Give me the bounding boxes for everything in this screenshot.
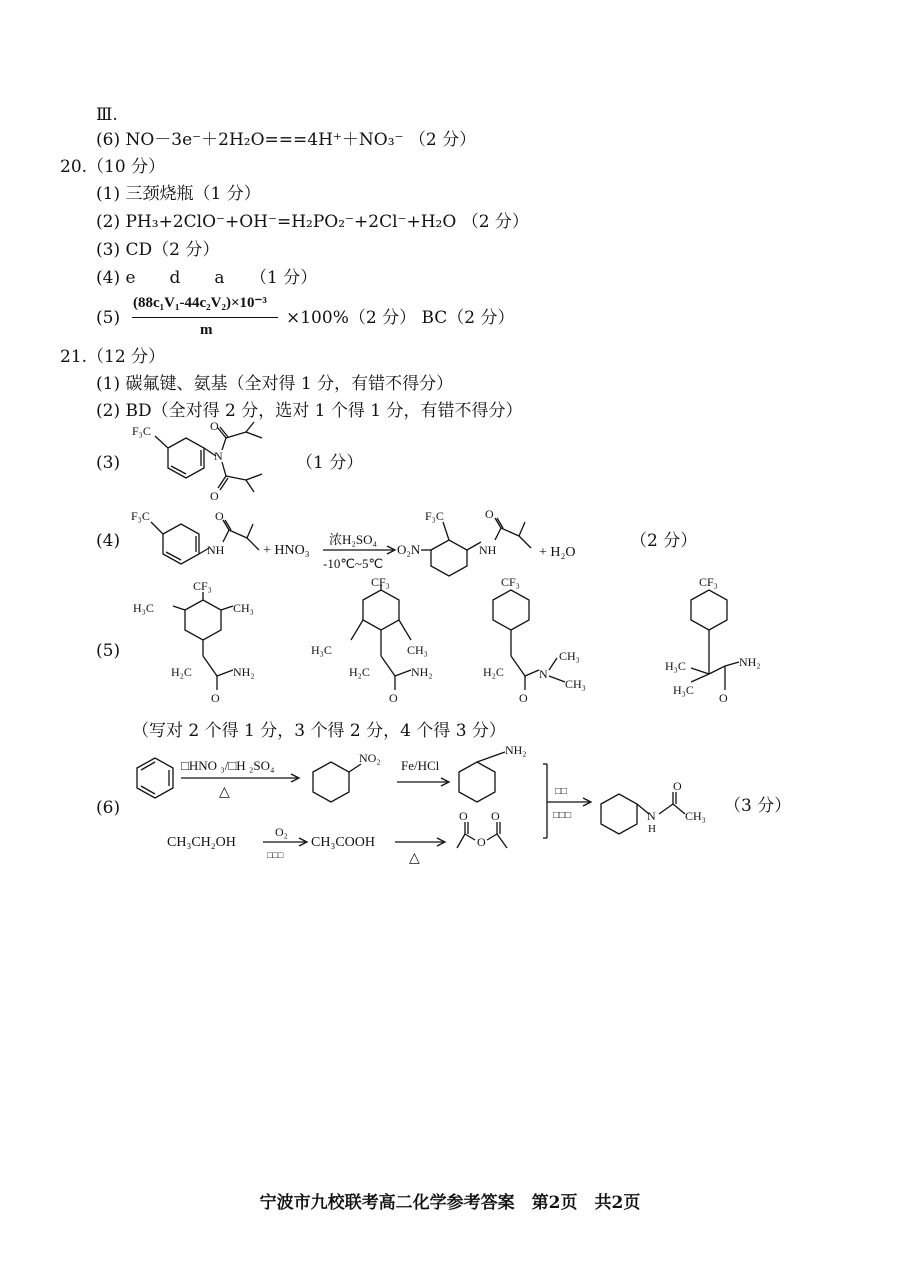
benzene-ring [137,758,173,798]
n-label: N [214,449,223,463]
reagent-top: 浓H₂SO₄ [329,532,378,547]
step2-reagent: Fe/HCl [401,758,440,773]
step3-o2: O₂ [275,825,288,839]
anhydride-o1: O [459,809,468,823]
isomer1-o: O [211,691,220,705]
isomer1-h3c: H₃C [133,601,154,615]
q20-item-1: (1) 三颈烧瓶（1 分） [96,184,261,204]
o-label-bottom: O [210,489,219,503]
q21-item-3-score: （1 分） [296,453,364,473]
product-o: O [485,507,494,521]
o2n-label: O₂N [397,542,421,557]
imide-structure [130,420,300,505]
q21-item-3-label: (3) [96,453,121,473]
product-cf3: F₃C [425,509,444,523]
synthesis-route [125,742,805,864]
fraction-bar [132,317,278,318]
isomer2-o: O [389,691,398,705]
merge-bottom: □□□ [553,810,572,821]
q20-item-3: (3) CD（2 分） [96,240,220,260]
isomer1-cf3: CF₃ [193,579,212,593]
isomer4-nh2: NH₂ [739,655,761,669]
isomer3-ch3-top: CH₃ [559,649,580,663]
acetic-acid-label: CH₃COOH [311,835,375,850]
isomer3-cf3: CF₃ [501,578,520,589]
reactant-o: O [215,509,224,523]
nitro-label: NO₂ [359,751,381,765]
isomer1-nh2: NH₂ [233,665,255,679]
anhydride-o2: O [491,809,500,823]
step4-heat: △ [409,851,420,864]
q21-item-5-label: (5) [96,641,121,661]
q20-item-5-numerator: (88c₁V₁-44c₂V₂)×10⁻³ [133,295,267,311]
isomer1-ch3: CH₃ [233,601,254,615]
merge-top: □□ [555,786,568,797]
anhydride-o-bridge: O [477,835,486,849]
q20-item-5-tail: ×100%（2 分） BC（2 分） [286,308,515,328]
q20-item-4: (4) e d a （1 分） [96,268,318,288]
isomer2-ch3: CH₃ [407,643,428,657]
isomer3-ch3-bottom: CH₃ [565,677,586,691]
acetanilide-ch3: CH₃ [685,809,706,823]
o-label-top: O [210,420,219,433]
isomer3-o: O [519,691,528,705]
q21-item-4-score: （2 分） [630,531,698,551]
step1-reagent: □HNO ₃/□H ₂SO₄ [181,758,275,773]
q21-item-2: (2) BD（全对得 2 分，选对 1 个得 1 分，有错不得分） [96,401,523,421]
isomer-4 [691,590,739,690]
reagent-bottom: -10℃~5℃ [323,556,384,571]
isomer3-n: N [539,667,548,681]
q20-item-5-label: (5) [96,308,121,328]
page-footer: 宁波市九校联考高二化学参考答案 第2页 共2页 [259,1193,641,1213]
q20-header: 20.（10 分） [60,157,166,177]
isomer4-h3c-top: H₃C [665,659,686,673]
q19-part6: (6) NO－3e⁻＋2H₂O===4H⁺＋NO₃⁻ （2 分） [96,130,477,150]
q20-item-2: (2) PH₃+2ClO⁻+OH⁻=H₂PO₂⁻+2Cl⁻+H₂O （2 分） [96,212,529,232]
q21-item-1: (1) 碳氟键、氨基（全对得 1 分，有错不得分） [96,374,454,394]
q20-item-5-denominator: m [200,322,213,338]
q21-item-4-label: (4) [96,531,121,551]
acetanilide-n: N [647,809,656,823]
step1-heat: △ [219,785,230,800]
isomers [125,578,805,718]
isomer4-cf3: CF₃ [699,578,718,589]
acetanilide-o: O [673,779,682,793]
hno3-label: + HNO₃ [263,543,310,558]
product-nh: NH [479,543,497,557]
q21-item-6-score: （3 分） [724,796,792,816]
isomer3-h2c: H₂C [483,665,504,679]
step3-catalyst: □□□ [267,850,284,860]
ethanol-label: CH₃CH₂OH [167,835,236,850]
isomer4-o: O [719,691,728,705]
reactant-cf3: F₃C [131,509,150,523]
q21-header: 21.（12 分） [60,347,166,367]
isomer2-nh2: NH₂ [411,665,433,679]
h2o-label: + H₂O [539,545,576,560]
isomer2-cf3: CF₃ [371,578,390,589]
cf3-label: F₃C [132,424,151,438]
isomer4-h3c-bottom: H₃C [673,683,694,697]
acetanilide-h: H [648,823,656,835]
q19-part3-label: Ⅲ. [96,105,118,125]
isomer1-h2c: H₂C [171,665,192,679]
isomer2-h3c: H₃C [311,643,332,657]
reactant-nh: NH [207,543,225,557]
q21-item-5-note: （写对 2 个得 1 分，3 个得 2 分，4 个得 3 分） [132,721,506,741]
aniline-nh2: NH₂ [505,743,527,757]
isomer2-h2c: H₂C [349,665,370,679]
q21-item-6-label: (6) [96,798,121,818]
